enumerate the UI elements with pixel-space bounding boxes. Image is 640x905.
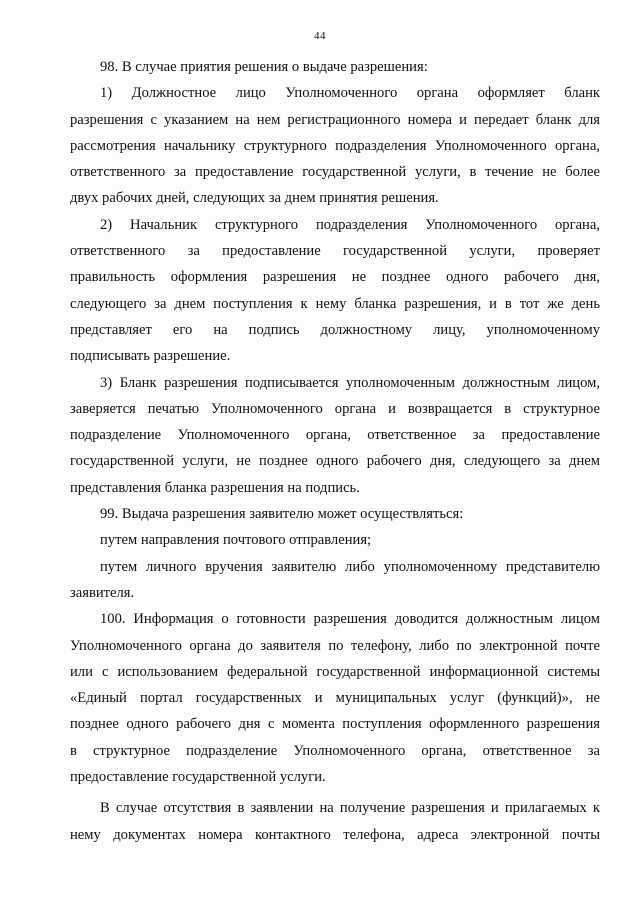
- text-line: 3) Бланк разрешения подписывается уполномоченным должностным лицом,: [100, 374, 600, 391]
- text-line: В случае отсутствия в заявлении на получение разрешения и прилагаемых к: [100, 800, 600, 817]
- text-line: рассмотрения начальнику структурного подразделения Уполномоченного органа,: [70, 137, 600, 154]
- document-body: [70, 54, 600, 848]
- text-line: подразделение Уполномоченного органа, ответственное за предоставление: [70, 427, 600, 444]
- text-line: позднее одного рабочего дня с момента поступления оформленного разрешения: [70, 716, 600, 733]
- text-line: двух рабочих дней, следующих за днем принятия решения.: [70, 190, 439, 207]
- text-line: путем личного вручения заявителю либо уполномоченному представителю: [100, 558, 600, 575]
- text-line: разрешения с указанием на нем регистрационного номера и передает бланк для: [70, 111, 600, 128]
- paragraph: [70, 527, 600, 553]
- text-line: правильность оформления разрешения не позднее одного рабочего дня,: [70, 269, 600, 286]
- text-line: заявителя.: [70, 584, 135, 601]
- paragraph: [70, 212, 600, 370]
- text-line: предоставление государственной услуги.: [70, 769, 326, 786]
- text-line: государственной услуги, не позднее одного рабочего дня, следующего за днем: [70, 453, 600, 470]
- text-line: подписывать разрешение.: [70, 348, 231, 365]
- paragraph: [70, 370, 600, 501]
- paragraph: [70, 80, 600, 211]
- text-line: 1) Должностное лицо Уполномоченного органа оформляет бланк: [100, 85, 600, 102]
- text-line: 2) Начальник структурного подразделения Уполномоченного органа,: [100, 216, 600, 233]
- text-line: представляет его на подпись должностному лицу, уполномоченному: [70, 321, 600, 338]
- text-line: ответственного за предоставление государственной услуги, проверяет: [70, 243, 600, 260]
- text-line: Уполномоченного органа до заявителя по телефону, либо по электронной почте: [70, 637, 600, 654]
- text-line: ответственного за предоставление государственной услуги, в течение не более: [70, 164, 600, 181]
- text-line: «Единый портал государственных и муниципальных услуг (функций)», не: [70, 690, 600, 707]
- text-line: представления бланка разрешения на подпись.: [70, 479, 360, 496]
- text-line: следующего за днем поступления к нему бланка разрешения, и в тот же день: [70, 295, 600, 312]
- text-line: 99. Выдача разрешения заявителю может осуществляться:: [100, 506, 464, 523]
- paragraph: [70, 554, 600, 607]
- text-line: заверяется печатью Уполномоченного органа и возвращается в структурное: [70, 400, 600, 417]
- text-line: путем направления почтового отправления;: [100, 532, 372, 549]
- text-line: 98. В случае приятия решения о выдаче разрешения:: [100, 59, 428, 75]
- text-line: или с использованием федеральной государственной информационной системы: [70, 663, 600, 680]
- paragraph: [70, 795, 600, 848]
- paragraph: [70, 501, 600, 527]
- page-number: 44: [314, 30, 326, 42]
- text-line: нему документах номера контактного телефона, адреса электронной почты: [70, 826, 600, 843]
- text-line: в структурное подразделение Уполномоченного органа, ответственное за: [70, 742, 600, 759]
- paragraph: [70, 606, 600, 790]
- text-line: 100. Информация о готовности разрешения доводится должностным лицом: [100, 611, 600, 628]
- paragraph: [70, 54, 600, 80]
